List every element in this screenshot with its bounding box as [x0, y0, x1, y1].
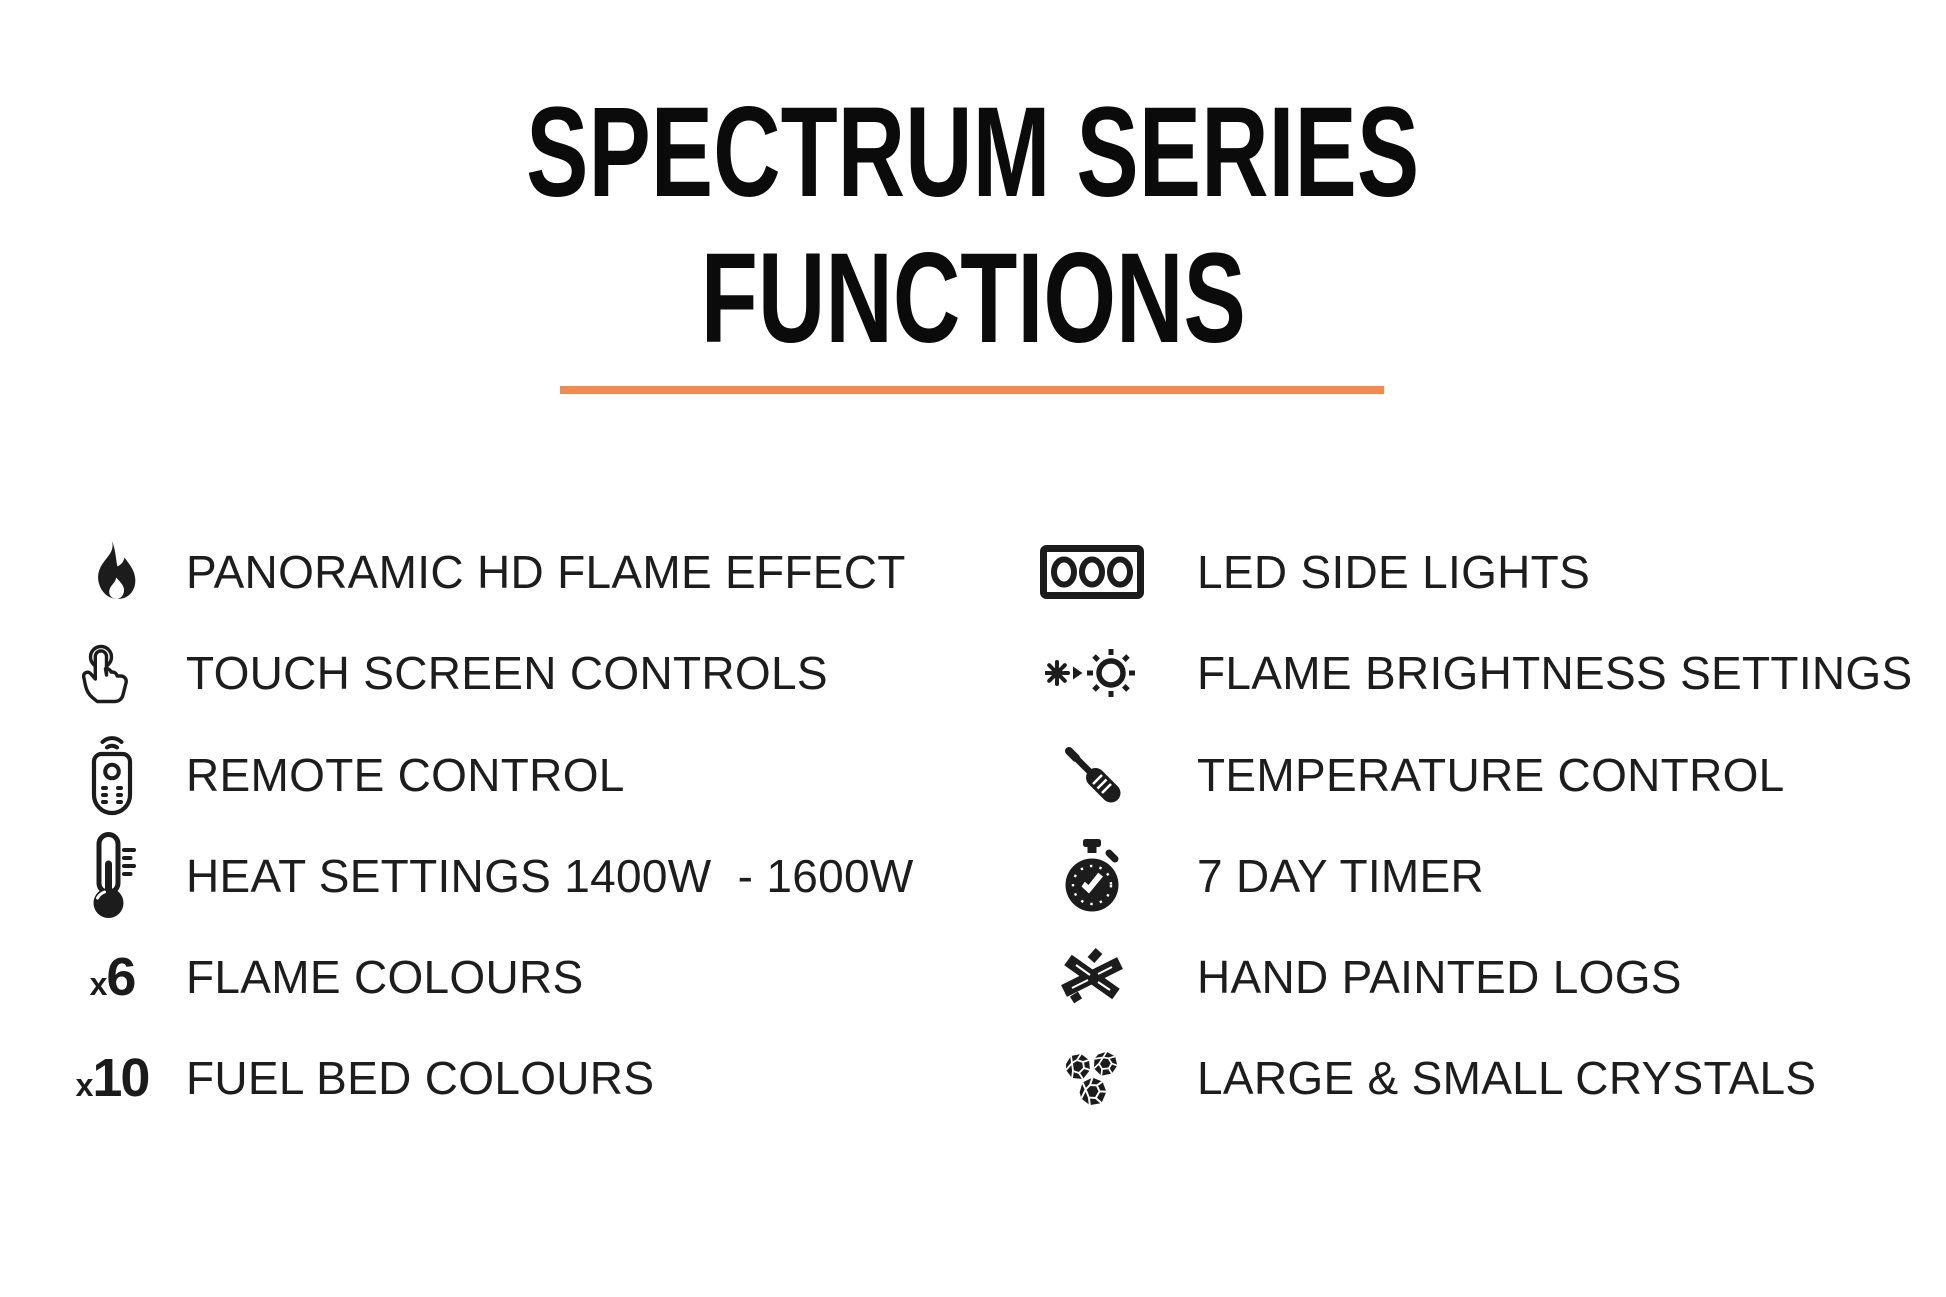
- feature-row: [66, 826, 914, 926]
- brightness-icon: [1045, 646, 1139, 700]
- logs-icon: [1058, 948, 1126, 1006]
- feature-label: HAND PAINTED LOGS: [1197, 951, 1682, 1003]
- feature-icon-box: [1042, 646, 1142, 700]
- feature-row: [66, 1028, 654, 1128]
- feature-icon-box: [66, 641, 158, 705]
- feature-label: TEMPERATURE CONTROL: [1197, 749, 1785, 801]
- stopwatch-icon: [1062, 839, 1122, 913]
- title-text-1: SPECTRUM SERIES: [526, 81, 1420, 224]
- feature-icon-box: [66, 733, 158, 817]
- title-divider: [560, 386, 1384, 394]
- feature-label: REMOTE CONTROL: [186, 749, 625, 801]
- title-line-2: [0, 226, 1946, 372]
- feature-row: [1042, 725, 1785, 825]
- feature-label: FUEL BED COLOURS: [186, 1052, 655, 1104]
- led-side-lights-icon: [1040, 545, 1144, 599]
- page-title: [0, 80, 1946, 372]
- feature-icon-box: [66, 832, 158, 920]
- x10-multiplier: x: [75, 1067, 93, 1103]
- feature-icon-box: [1042, 948, 1142, 1006]
- feature-row: [66, 522, 906, 622]
- feature-label: FLAME COLOURS: [186, 951, 584, 1003]
- title-text-2: FUNCTIONS: [700, 227, 1246, 370]
- feature-row: [1042, 1028, 1816, 1128]
- x6-multiplier: x: [89, 966, 107, 1002]
- feature-icon-box: [66, 1047, 158, 1109]
- feature-row: [66, 623, 828, 723]
- feature-row: [66, 725, 625, 825]
- feature-label: HEAT SETTINGS 1400W - 1600W: [186, 850, 914, 902]
- multiplier-value: 10: [92, 1048, 149, 1108]
- feature-icon-box: [1042, 744, 1142, 806]
- crystals-icon: [1063, 1050, 1121, 1106]
- title-line-1: [0, 80, 1946, 226]
- flame-icon: [88, 540, 136, 604]
- screwdriver-icon: [1062, 744, 1122, 806]
- feature-label: 7 DAY TIMER: [1197, 850, 1485, 902]
- feature-row: [1042, 623, 1913, 723]
- thermometer-icon: [86, 832, 138, 920]
- feature-label: TOUCH SCREEN CONTROLS: [186, 647, 828, 699]
- feature-icon-box: [1042, 545, 1142, 599]
- feature-row: [1042, 826, 1484, 926]
- feature-label: LARGE & SMALL CRYSTALS: [1197, 1052, 1817, 1104]
- feature-row: [66, 927, 584, 1027]
- feature-label: FLAME BRIGHTNESS SETTINGS: [1197, 647, 1913, 699]
- multiplier-value: 6: [106, 947, 135, 1007]
- feature-icon-box: [66, 946, 158, 1008]
- feature-icon-box: [1042, 839, 1142, 913]
- feature-label: PANORAMIC HD FLAME EFFECT: [186, 546, 906, 598]
- feature-row: [1042, 522, 1590, 622]
- feature-label: LED SIDE LIGHTS: [1197, 546, 1591, 598]
- touch-screen-icon: [81, 641, 143, 705]
- remote-control-icon: [85, 733, 139, 817]
- feature-icon-box: [66, 540, 158, 604]
- feature-icon-box: [1042, 1050, 1142, 1106]
- feature-row: [1042, 927, 1682, 1027]
